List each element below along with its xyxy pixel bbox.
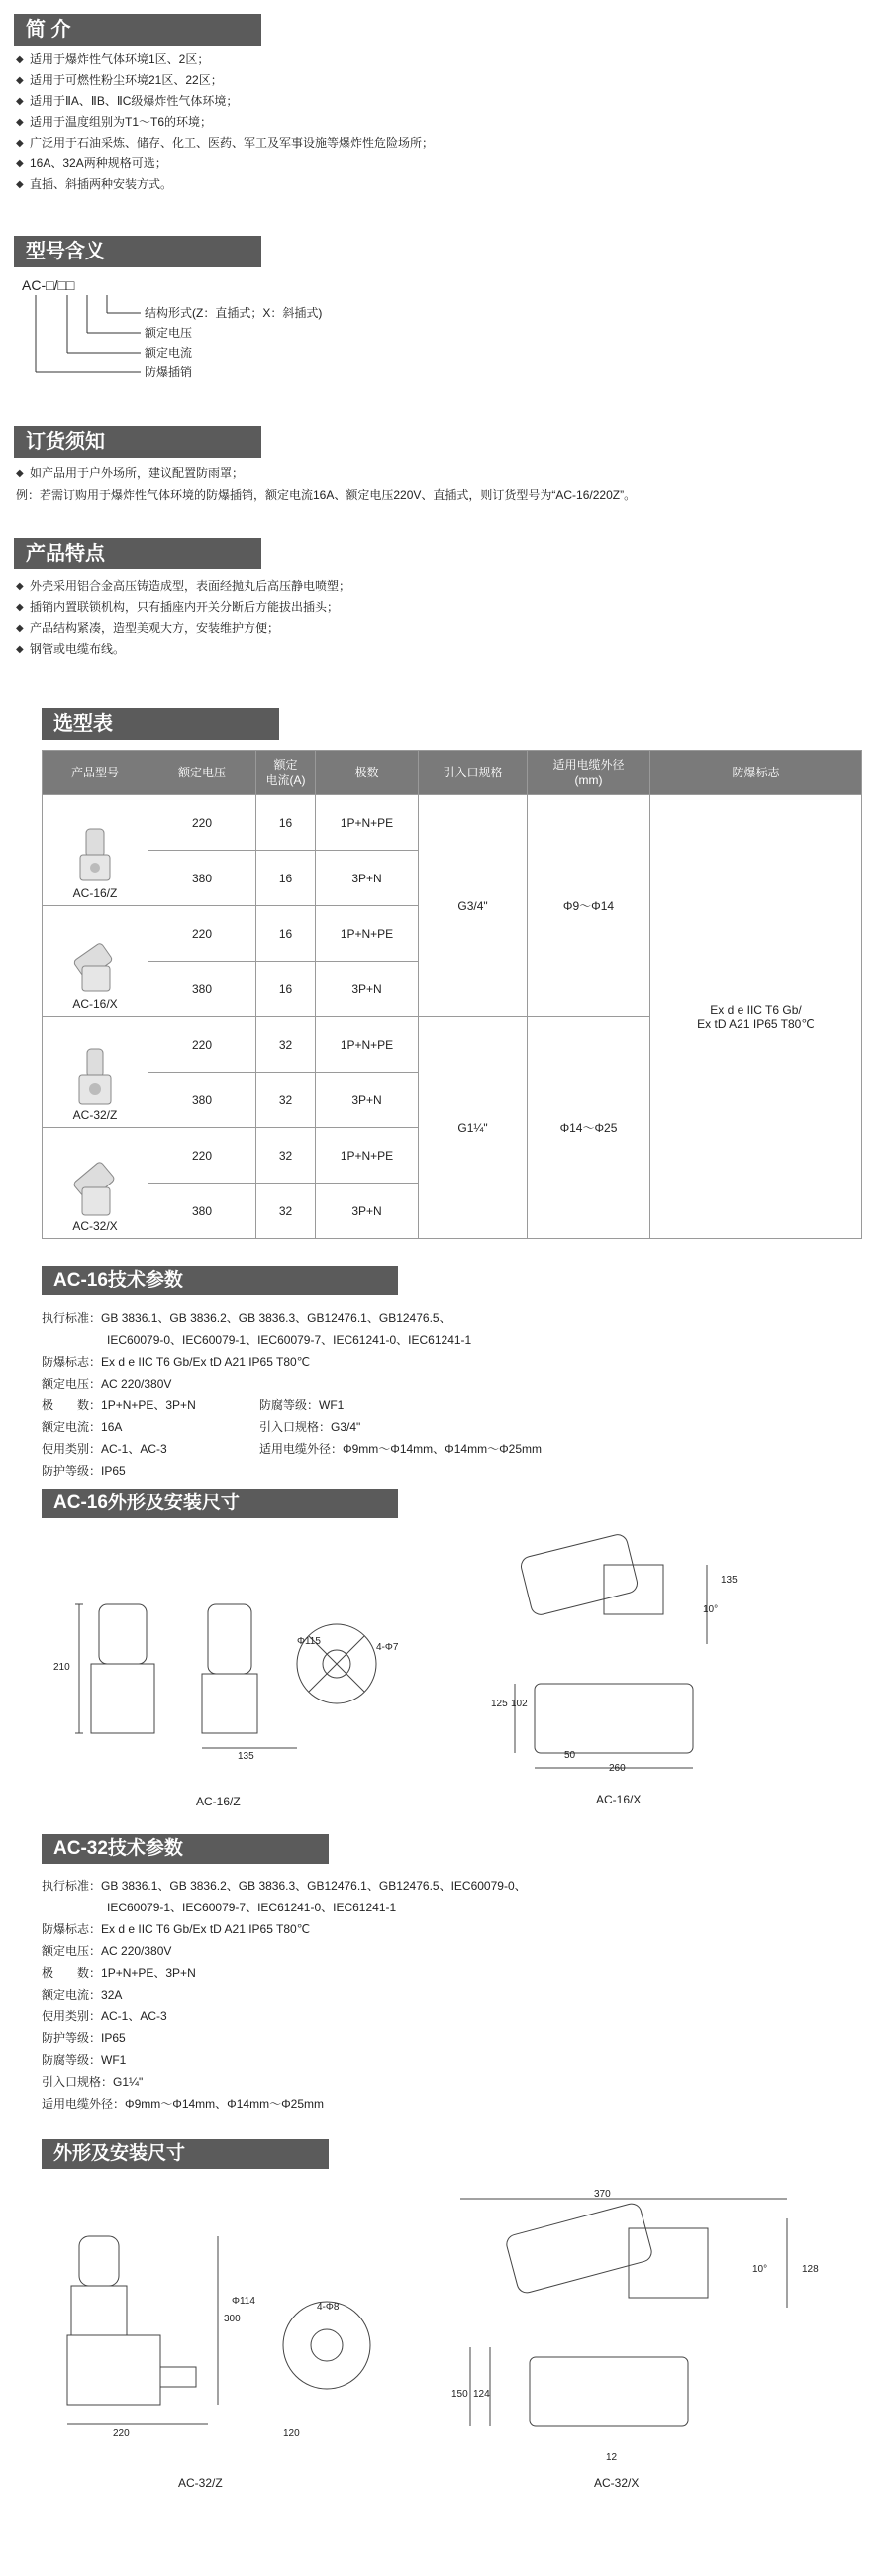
- order-example: 例：若需订购用于爆炸性气体环境的防爆插销，额定电流16A、额定电压220V、直插式，则订货型号为“AC-16/220Z”。: [16, 488, 637, 502]
- col-poles: 极数: [316, 751, 419, 795]
- spec-label: 防腐等级：: [42, 2053, 102, 2067]
- dim-label: 10°: [752, 2264, 768, 2275]
- spec-label: 防爆标志：: [42, 1355, 102, 1369]
- ac32x-drawing: [450, 2179, 807, 2466]
- intro-header: [14, 14, 261, 46]
- features-header: [14, 538, 261, 569]
- spec-label: 极 数：: [42, 1966, 102, 1980]
- col-cable: 适用电缆外径 (mm): [528, 751, 650, 795]
- ac32-poles-row: [42, 1962, 196, 1984]
- list-item: ◆ 广泛用于石油采炼、储存、化工、医药、军工及军事设施等爆炸性危险场所；: [16, 133, 434, 154]
- ac16-params-header: [42, 1266, 398, 1295]
- intro-list: [16, 50, 434, 195]
- ac32-use-row: [42, 2006, 167, 2027]
- table-row: [43, 795, 862, 851]
- spec-value: 16A: [101, 1420, 123, 1434]
- product-model: AC-32/Z: [72, 1108, 118, 1122]
- cell-cable-16: Φ9～Φ14: [528, 795, 650, 1017]
- spec-value: WF1: [319, 1398, 345, 1412]
- ac16-ex-row: [42, 1351, 310, 1373]
- ac16-std-row2: IEC60079-0、IEC60079-1、IEC60079-7、IEC61241-0、IEC61241-1: [107, 1333, 472, 1347]
- list-item: ◆ 外壳采用铝合金高压铸造成型，表面经抛丸后高压静电喷塑；: [16, 576, 350, 597]
- dim-label: Φ115: [297, 1636, 321, 1647]
- ac32-params-header: [42, 1834, 329, 1864]
- ac16-dims-title: AC-16外形及安装尺寸: [53, 1493, 240, 1513]
- cell-entry-16: G3/4": [419, 795, 528, 1017]
- product-image-ac32x: [70, 1158, 120, 1219]
- spec-label: 防护等级：: [42, 2031, 102, 2045]
- model-label-plug: 防爆插销: [145, 365, 193, 379]
- ac16-ip-row: [42, 1460, 126, 1482]
- spec-label: 适用电缆外径：: [42, 2097, 126, 2111]
- dim-label: 260: [609, 1763, 626, 1774]
- spec-value: GB 3836.1、GB 3836.2、GB 3836.3、GB12476.1、GB12476.5、: [101, 1311, 451, 1325]
- dim-label: 12: [606, 2452, 618, 2463]
- spec-value: Φ9mm～Φ14mm、Φ14mm～Φ25mm: [343, 1442, 542, 1456]
- spec-label: 防爆标志：: [42, 1922, 102, 1936]
- list-item: ◆ 钢管或电缆布线。: [16, 639, 350, 660]
- dim-label: 4-Φ7: [376, 1642, 399, 1653]
- ac16-dims-header: [42, 1489, 398, 1518]
- list-item: ◆ 适用于ⅡA、ⅡB、ⅡC级爆炸性气体环境；: [16, 91, 434, 112]
- ac32-dims-title: 外形及安装尺寸: [53, 2143, 186, 2164]
- cell-poles: 1P+N+PE: [316, 1128, 419, 1184]
- spec-value: IP65: [101, 1464, 126, 1478]
- spec-label: 防腐等级：: [259, 1398, 320, 1412]
- cell-poles: 1P+N+PE: [316, 906, 419, 962]
- list-item: ◆ 直插、斜插两种安装方式。: [16, 174, 434, 195]
- ac16-std-row: [42, 1307, 451, 1329]
- cell-current: 32: [256, 1017, 316, 1073]
- cell-current: 16: [256, 906, 316, 962]
- col-exmark: 防爆标志: [650, 751, 862, 795]
- cell-poles: 3P+N: [316, 1073, 419, 1128]
- list-item: ◆ 16A、32A两种规格可选；: [16, 154, 434, 174]
- spec-value: Ex d e IIC T6 Gb/Ex tD A21 IP65 T80℃: [101, 1355, 311, 1369]
- product-model: AC-32/X: [72, 1219, 118, 1233]
- col-current: 额定 电流(A): [256, 751, 316, 795]
- cell-voltage: 380: [148, 1073, 256, 1128]
- cell-cable-32: Φ14～Φ25: [528, 1017, 650, 1239]
- ac16-poles-row: [42, 1394, 196, 1416]
- dim-label: 135: [238, 1751, 254, 1762]
- ac32-params-title: AC-32技术参数: [53, 1838, 183, 1859]
- spec-label: 使用类别：: [42, 1442, 102, 1456]
- exmark-line1: Ex d e IIC T6 Gb/: [710, 1002, 802, 1017]
- caption-ac16z: AC-16/Z: [196, 1795, 241, 1808]
- list-item: ◆ 适用于温度组别为T1～T6的环境；: [16, 112, 434, 133]
- spec-value: 1P+N+PE、3P+N: [101, 1398, 196, 1412]
- dim-label: 120: [283, 2428, 300, 2439]
- spec-value: 1P+N+PE、3P+N: [101, 1966, 196, 1980]
- spec-value: G1¼": [113, 2075, 144, 2089]
- selection-title: 选型表: [53, 713, 113, 735]
- ac16-curr-row: [42, 1416, 122, 1438]
- product-cell: [43, 1128, 148, 1239]
- list-item: ◆ 适用于可燃性粉尘环境21区、22区；: [16, 70, 434, 91]
- cell-entry-32: G1¼": [419, 1017, 528, 1239]
- exmark-line2: Ex tD A21 IP65 T80℃: [697, 1016, 815, 1031]
- list-item: ◆ 适用于爆炸性气体环境1区、2区；: [16, 50, 434, 70]
- cell-voltage: 380: [148, 851, 256, 906]
- model-label-current: 额定电流: [145, 346, 193, 360]
- ac16-params-title: AC-16技术参数: [53, 1270, 183, 1290]
- model-label-structure: 结构形式(Z：直插式；X：斜插式): [145, 306, 323, 320]
- cell-exmark: [650, 795, 862, 1239]
- product-cell: [43, 1017, 148, 1128]
- cell-current: 16: [256, 962, 316, 1017]
- ac32-ip-row: [42, 2027, 126, 2049]
- spec-value: 32A: [101, 1988, 123, 2002]
- cell-voltage: 220: [148, 906, 256, 962]
- spec-value: AC-1、AC-3: [101, 1442, 167, 1456]
- spec-value: Φ9mm～Φ14mm、Φ14mm～Φ25mm: [125, 2097, 324, 2111]
- cell-poles: 3P+N: [316, 962, 419, 1017]
- model-title: 型号含义: [26, 241, 105, 262]
- spec-value: G3/4": [331, 1420, 361, 1434]
- cell-voltage: 380: [148, 1184, 256, 1239]
- ac32-dims-header: [42, 2139, 329, 2169]
- cell-poles: 3P+N: [316, 851, 419, 906]
- features-list: [16, 576, 350, 660]
- dim-label: 124: [473, 2389, 490, 2400]
- spec-value: Ex d e IIC T6 Gb/Ex tD A21 IP65 T80℃: [101, 1922, 311, 1936]
- cell-current: 32: [256, 1128, 316, 1184]
- dim-label: 210: [53, 1662, 70, 1673]
- ac16-corr-row: [259, 1394, 344, 1416]
- cell-voltage: 220: [148, 1017, 256, 1073]
- ac32-corr-row: [42, 2049, 126, 2071]
- list-item: ◆ 如产品用于户外场所，建议配置防雨罩；: [16, 464, 244, 484]
- spec-label: 极 数：: [42, 1398, 102, 1412]
- col-voltage: 额定电压: [148, 751, 256, 795]
- features-title: 产品特点: [26, 543, 105, 565]
- product-image-ac16x: [70, 936, 120, 997]
- spec-label: 使用类别：: [42, 2009, 102, 2023]
- spec-label: 执行标准：: [42, 1879, 102, 1893]
- ac32-std-row: [42, 1875, 527, 1897]
- ac32z-drawing: [50, 2228, 386, 2446]
- cell-voltage: 220: [148, 1128, 256, 1184]
- dim-label: 220: [113, 2428, 130, 2439]
- caption-ac32x: AC-32/X: [594, 2476, 640, 2490]
- ac32-curr-row: [42, 1984, 122, 2006]
- dim-label: 4-Φ8: [317, 2302, 340, 2313]
- ac16-volt-row: [42, 1373, 171, 1394]
- cell-poles: 3P+N: [316, 1184, 419, 1239]
- dim-label: 10°: [703, 1604, 719, 1615]
- spec-value: AC-1、AC-3: [101, 2009, 167, 2023]
- selection-header: [42, 708, 279, 740]
- ac32-volt-row: [42, 1940, 171, 1962]
- spec-value: GB 3836.1、GB 3836.2、GB 3836.3、GB12476.1、GB12476.5、IEC60079-0、: [101, 1879, 527, 1893]
- product-model: AC-16/X: [72, 997, 118, 1011]
- col-model: 产品型号: [43, 751, 148, 795]
- product-image-ac32z: [70, 1047, 120, 1108]
- dim-label: 50: [564, 1750, 576, 1761]
- product-cell: [43, 906, 148, 1017]
- spec-value: AC 220/380V: [101, 1377, 172, 1391]
- caption-ac32z: AC-32/Z: [178, 2476, 223, 2490]
- order-list: [16, 464, 244, 484]
- dim-label: 135: [721, 1575, 738, 1586]
- model-label-voltage: 额定电压: [145, 326, 193, 340]
- ac32-ex-row: [42, 1918, 310, 1940]
- ac16-entry-row: [259, 1416, 360, 1438]
- ac16-use-row: [42, 1438, 167, 1460]
- order-header: [14, 426, 261, 458]
- spec-label: 引入口规格：: [42, 2075, 114, 2089]
- dim-label: 370: [594, 2189, 611, 2200]
- col-entry: 引入口规格: [419, 751, 528, 795]
- cell-current: 32: [256, 1184, 316, 1239]
- cell-current: 16: [256, 851, 316, 906]
- dim-label: 150: [451, 2389, 468, 2400]
- intro-title: 简 介: [26, 19, 71, 41]
- ac16-cable-row: [259, 1438, 542, 1460]
- spec-label: 引入口规格：: [259, 1420, 332, 1434]
- spec-label: 适用电缆外径：: [259, 1442, 344, 1456]
- product-image-ac16z: [70, 825, 120, 886]
- ac16x-drawing: [495, 1525, 782, 1783]
- dim-label: Φ114: [232, 2296, 255, 2307]
- spec-value: IP65: [101, 2031, 126, 2045]
- product-cell: [43, 795, 148, 906]
- model-header: [14, 236, 261, 267]
- selection-table: [42, 750, 862, 1239]
- cell-voltage: 220: [148, 795, 256, 851]
- dim-label: 102: [511, 1699, 528, 1709]
- spec-label: 额定电流：: [42, 1988, 102, 2002]
- spec-label: 额定电流：: [42, 1420, 102, 1434]
- spec-label: 执行标准：: [42, 1311, 102, 1325]
- ac32-entry-row: [42, 2071, 143, 2093]
- list-item: ◆ 插销内置联锁机构，只有插座内开关分断后方能拔出插头；: [16, 597, 350, 618]
- dim-label: 128: [802, 2264, 819, 2275]
- caption-ac16x: AC-16/X: [596, 1793, 642, 1806]
- ac32-std-row2: IEC60079-1、IEC60079-7、IEC61241-0、IEC61241-1: [107, 1901, 397, 1914]
- cell-current: 16: [256, 795, 316, 851]
- cell-poles: 1P+N+PE: [316, 1017, 419, 1073]
- order-title: 订货须知: [26, 431, 105, 453]
- dim-label: 125: [491, 1699, 508, 1709]
- product-model: AC-16/Z: [72, 886, 118, 900]
- table-header-row: [43, 751, 862, 795]
- list-item: ◆ 产品结构紧凑，造型美观大方，安装维护方便；: [16, 618, 350, 639]
- cell-current: 32: [256, 1073, 316, 1128]
- model-code: AC-□/□□: [22, 277, 75, 293]
- spec-label: 额定电压：: [42, 1377, 102, 1391]
- ac32-cable-row: [42, 2093, 324, 2114]
- spec-label: 额定电压：: [42, 1944, 102, 1958]
- cell-voltage: 380: [148, 962, 256, 1017]
- ac16z-drawing: [69, 1585, 426, 1773]
- spec-label: 防护等级：: [42, 1464, 102, 1478]
- spec-value: AC 220/380V: [101, 1944, 172, 1958]
- cell-poles: 1P+N+PE: [316, 795, 419, 851]
- dim-label: 300: [224, 2314, 241, 2324]
- spec-value: WF1: [101, 2053, 127, 2067]
